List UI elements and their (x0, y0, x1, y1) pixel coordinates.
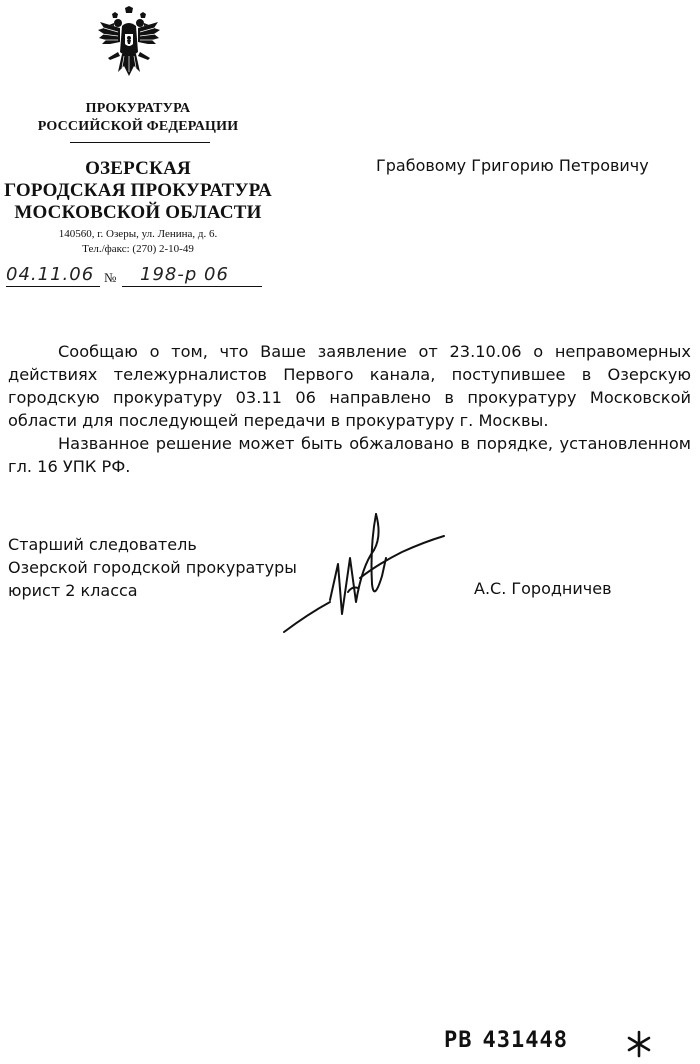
office-name (4, 158, 272, 224)
signer-name: А.С. Городничев (474, 579, 612, 598)
signer-position (8, 533, 297, 602)
office-address: 140560, г. Озеры, ул. Ленина, д. 6. (58, 228, 218, 240)
body-paragraph-1: Сообщаю о том, что Ваше заявление от 23.10.06 о неправомерных действиях тележурналистов Первого канала, поступившее в Озерскую городскую прокуратуру 03.11 06 направлено в прокуратуру Московской области для последующей передачи в прокуратуру г. Москвы. (8, 342, 691, 430)
registration-date: 04.11.06 (6, 264, 95, 285)
header-divider (70, 142, 210, 143)
registration-number: 198-р 06 (140, 264, 229, 285)
form-serial-series: РВ (444, 1028, 473, 1053)
letter-body (8, 340, 691, 478)
office-line-1: ОЗЕРСКАЯ (85, 158, 191, 179)
authority-name (4, 100, 272, 136)
authority-line-2: РОССИЙСКОЙ ФЕДЕРАЦИИ (37, 119, 239, 134)
signer-position-line-3: юрист 2 класса (8, 581, 138, 600)
form-serial (444, 1028, 568, 1053)
office-line-3: МОСКОВСКОЙ ОБЛАСТИ (14, 202, 262, 223)
eagle-emblem-icon (96, 6, 162, 82)
signer-position-line-2: Озерской городской прокуратуры (8, 558, 297, 577)
signer-position-line-1: Старший следователь (8, 535, 197, 554)
signature-icon (278, 506, 448, 646)
office-line-2: ГОРОДСКАЯ ПРОКУРАТУРА (4, 180, 272, 201)
registration-date-field (6, 264, 100, 287)
form-serial-number: 431448 (482, 1028, 568, 1053)
registration-number-sign: № (104, 270, 117, 285)
authority-line-1: ПРОКУРАТУРА (85, 101, 191, 116)
asterisk-mark-icon (626, 1030, 652, 1058)
office-contacts (4, 227, 272, 257)
body-paragraph-2: Названное решение может быть обжаловано в порядке, установленном гл. 16 УПК РФ. (8, 434, 691, 476)
registration-number-field (122, 264, 262, 287)
office-phone: Тел./факс: (270) 2-10-49 (82, 243, 194, 255)
recipient-name: Грабовому Григорию Петровичу (376, 156, 649, 175)
